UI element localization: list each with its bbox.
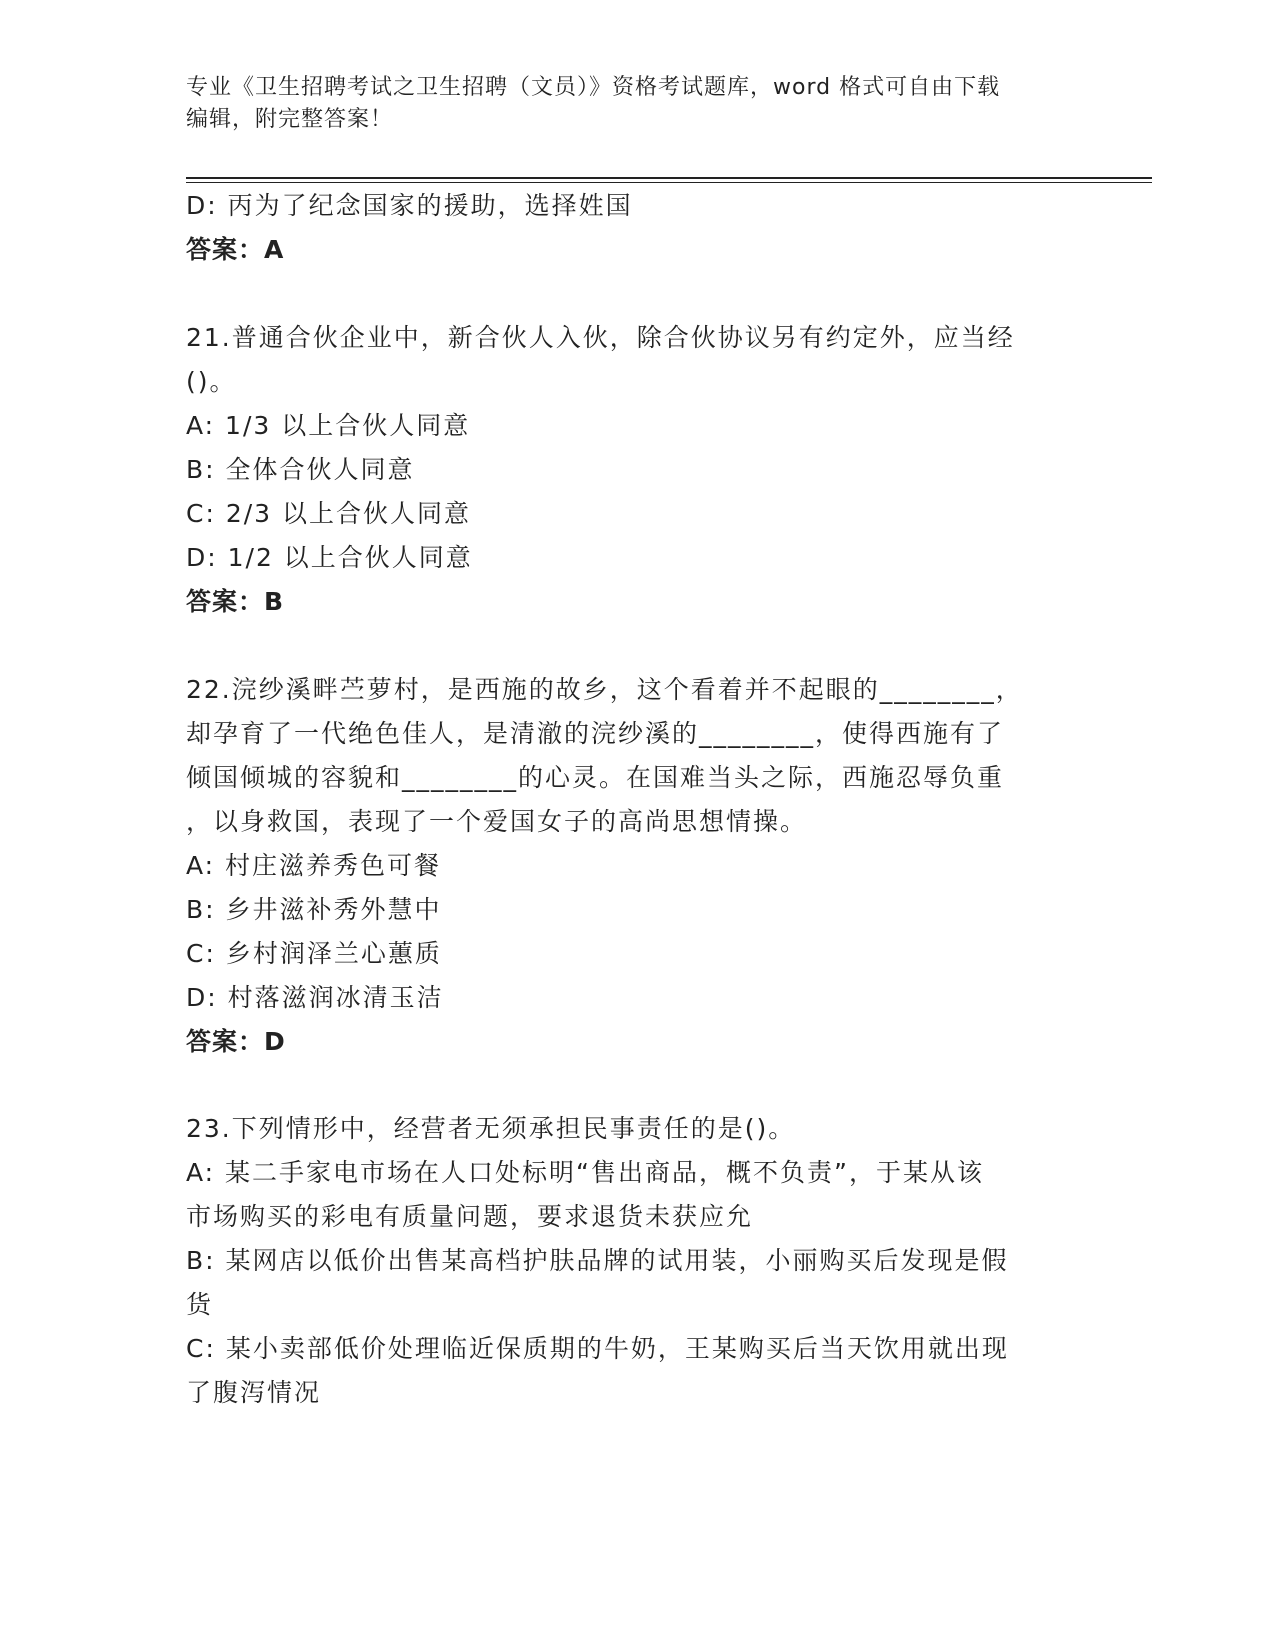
q23-option-a-line-1: A: 某二手家电市场在人口处标明“售出商品，概不负责”，于某从该 bbox=[186, 1158, 984, 1187]
q22-option-d: D: 村落滋润冰清玉洁 bbox=[186, 983, 444, 1012]
header-line-1: 专业《卫生招聘考试之卫生招聘（文员）》资格考试题库，word 格式可自由下载 bbox=[186, 75, 1001, 100]
q23-option-b-line-1: B: 某网店以低价出售某高档护肤品牌的试用装，小丽购买后发现是假 bbox=[186, 1246, 1009, 1275]
prev-answer: 答案：A bbox=[186, 235, 285, 264]
q22-answer: 答案：D bbox=[186, 1027, 286, 1056]
q23-option-c-line-1: C: 某小卖部低价处理临近保质期的牛奶，王某购买后当天饮用就出现 bbox=[186, 1334, 1009, 1363]
q21-stem-line-2: ()。 bbox=[186, 367, 237, 396]
prev-option-d: D: 丙为了纪念国家的援助，选择姓国 bbox=[186, 191, 633, 220]
header-divider bbox=[186, 177, 1152, 179]
q21-option-a: A: 1/3 以上合伙人同意 bbox=[186, 411, 471, 440]
q22-stem-line-3: 倾国倾城的容貌和________的心灵。在国难当头之际，西施忍辱负重 bbox=[186, 763, 1005, 792]
q21-option-b: B: 全体合伙人同意 bbox=[186, 455, 415, 484]
q21-stem-line-1: 21.普通合伙企业中，新合伙人入伙，除合伙协议另有约定外，应当经 bbox=[186, 323, 1015, 352]
q22-option-b: B: 乡井滋补秀外慧中 bbox=[186, 895, 442, 924]
q22-option-c: C: 乡村润泽兰心蕙质 bbox=[186, 939, 442, 968]
q23-option-a-line-2: 市场购买的彩电有质量问题，要求退货未获应允 bbox=[186, 1202, 754, 1231]
q22-option-a: A: 村庄滋养秀色可餐 bbox=[186, 851, 442, 880]
q22-stem-line-4: ，以身救国，表现了一个爱国女子的高尚思想情操。 bbox=[186, 807, 808, 836]
q23-stem-line-1: 23.下列情形中，经营者无须承担民事责任的是()。 bbox=[186, 1114, 796, 1143]
q22-stem-line-1: 22.浣纱溪畔苎萝村，是西施的故乡，这个看着并不起眼的________， bbox=[186, 675, 1023, 704]
header-divider-thin bbox=[186, 182, 1152, 183]
document-header bbox=[186, 72, 1066, 136]
header-line-2: 编辑，附完整答案！ bbox=[186, 107, 394, 132]
q23-option-b-line-2: 货 bbox=[186, 1290, 214, 1319]
q21-option-d: D: 1/2 以上合伙人同意 bbox=[186, 543, 473, 572]
q23-option-c-line-2: 了腹泻情况 bbox=[186, 1378, 322, 1407]
q21-answer: 答案：B bbox=[186, 587, 285, 616]
q21-option-c: C: 2/3 以上合伙人同意 bbox=[186, 499, 472, 528]
q22-stem-line-2: 却孕育了一代绝色佳人，是清澈的浣纱溪的________，使得西施有了 bbox=[186, 719, 1005, 748]
